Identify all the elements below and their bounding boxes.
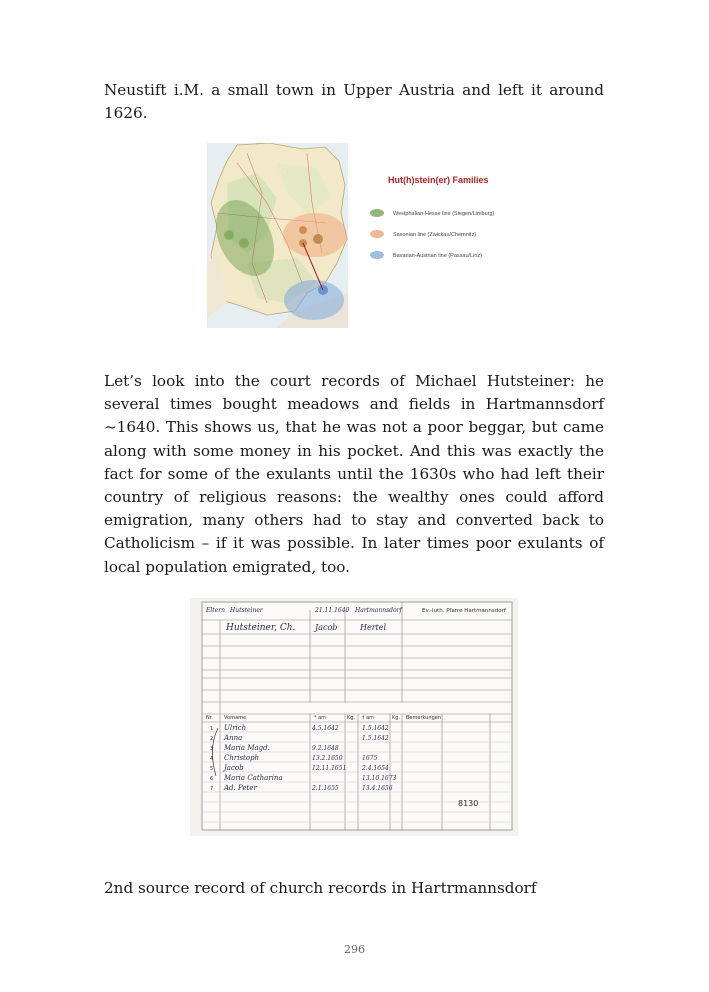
row-date: 2.1.1655	[312, 785, 339, 792]
legend-label: Saxonian line (Zwickau/Chemnitz)	[393, 232, 477, 238]
row-given: Anna	[224, 734, 243, 742]
row-death: 13.10.1673	[362, 775, 397, 782]
church-record-card	[190, 598, 518, 836]
court-records-paragraph	[104, 370, 604, 579]
row-no: 5	[210, 766, 214, 772]
row-no: 6	[210, 776, 214, 782]
card-header-col1: Eltern	[206, 607, 225, 614]
col-header: * am	[314, 715, 327, 721]
row-death: 1.5.1642	[362, 725, 389, 732]
row-date: 13.2.1650	[312, 755, 343, 762]
legend-swatch-green	[370, 209, 384, 217]
card-number: 8130	[458, 799, 479, 808]
card-stamp: Ev.-luth. Pfarre Hartmannsdorf	[422, 608, 506, 614]
text-line: country of religious reasons: the wealthy ones could afford	[104, 488, 604, 507]
page-number: 296	[344, 943, 365, 956]
row-death: 2.4.1654	[362, 765, 389, 772]
map-title: Hut(h)stein(er) Families	[388, 175, 489, 185]
text-line: Catholicism – if it was possible. In later times poor exulants of	[104, 534, 604, 553]
card-header-col2: Hutsteiner	[230, 607, 263, 614]
text-line: local population emigrated, too.	[104, 557, 350, 576]
row-death: 1.5.1642	[362, 735, 389, 742]
card-header-col3: 21.11.1640	[315, 607, 350, 614]
legend-swatch-orange	[370, 230, 384, 238]
intro-paragraph	[104, 79, 604, 125]
legend-label: Westphalian-Hesse line (Siegen/Limburg)	[393, 211, 495, 217]
text-line: 1626.	[104, 104, 148, 123]
row-no: 3	[210, 746, 214, 752]
families-map-figure	[207, 143, 507, 328]
card-firstname: Jacob	[315, 623, 338, 632]
row-death: 13.4.1656	[362, 785, 393, 792]
text-line: several times bought meadows and fields in Hartmannsdorf	[104, 395, 604, 414]
row-death: 1675	[362, 755, 378, 762]
row-no: 7	[210, 786, 214, 792]
row-date: 4.5.1642	[312, 725, 339, 732]
row-given: Christoph	[224, 754, 260, 762]
text-line: along with some money in his pocket. And this was exactly the	[104, 441, 604, 460]
row-date: 12.11.1651	[312, 765, 347, 772]
card-surname: Hutsteiner, Ch.	[226, 623, 296, 633]
col-header: Vorname	[224, 715, 247, 721]
text-line: fact for some of the exulants until the 1630s who had left their	[104, 464, 604, 483]
card-role: Hertel	[360, 623, 387, 632]
text-line: 2nd source record of church records in Hartrmannsdorf	[104, 879, 537, 897]
row-no: 1	[210, 726, 214, 732]
col-header: Bemerkungen	[406, 715, 442, 721]
svg-text:·: ·	[267, 240, 268, 244]
col-header: Kg.	[392, 715, 401, 721]
row-given: Maria Magd.	[224, 744, 270, 752]
row-given: Jacob	[224, 764, 244, 772]
col-header: † am	[362, 715, 375, 721]
text-line: Let’s look into the court records of Michael Hutsteiner: he	[104, 372, 604, 390]
card-header-col4: Hartmannsdorf	[355, 607, 402, 614]
row-given: Ad. Peter	[224, 784, 257, 792]
svg-text:·: ·	[287, 170, 288, 174]
caption-paragraph	[104, 877, 604, 900]
row-given: Maria Catharina	[224, 774, 283, 782]
col-header: Kg.	[347, 715, 356, 721]
text-line: Neustift i.M. a small town in Upper Austria and left it around	[104, 81, 604, 99]
svg-text:·: ·	[253, 180, 254, 184]
row-no: 4	[210, 756, 214, 762]
col-header: Nr.	[206, 715, 213, 721]
text-line: emigration, many others had to stay and converted back to	[104, 511, 604, 530]
row-given: Ulrich	[224, 724, 247, 732]
legend-swatch-blue	[370, 251, 384, 259]
legend-label: Bavarian-Austrian line (Passau/Linz)	[393, 253, 482, 259]
row-date: 9.2.1648	[312, 745, 339, 752]
text-line: ~1640. This shows us, that he was not a poor beggar, but came	[104, 418, 604, 437]
row-no: 2	[210, 736, 214, 742]
